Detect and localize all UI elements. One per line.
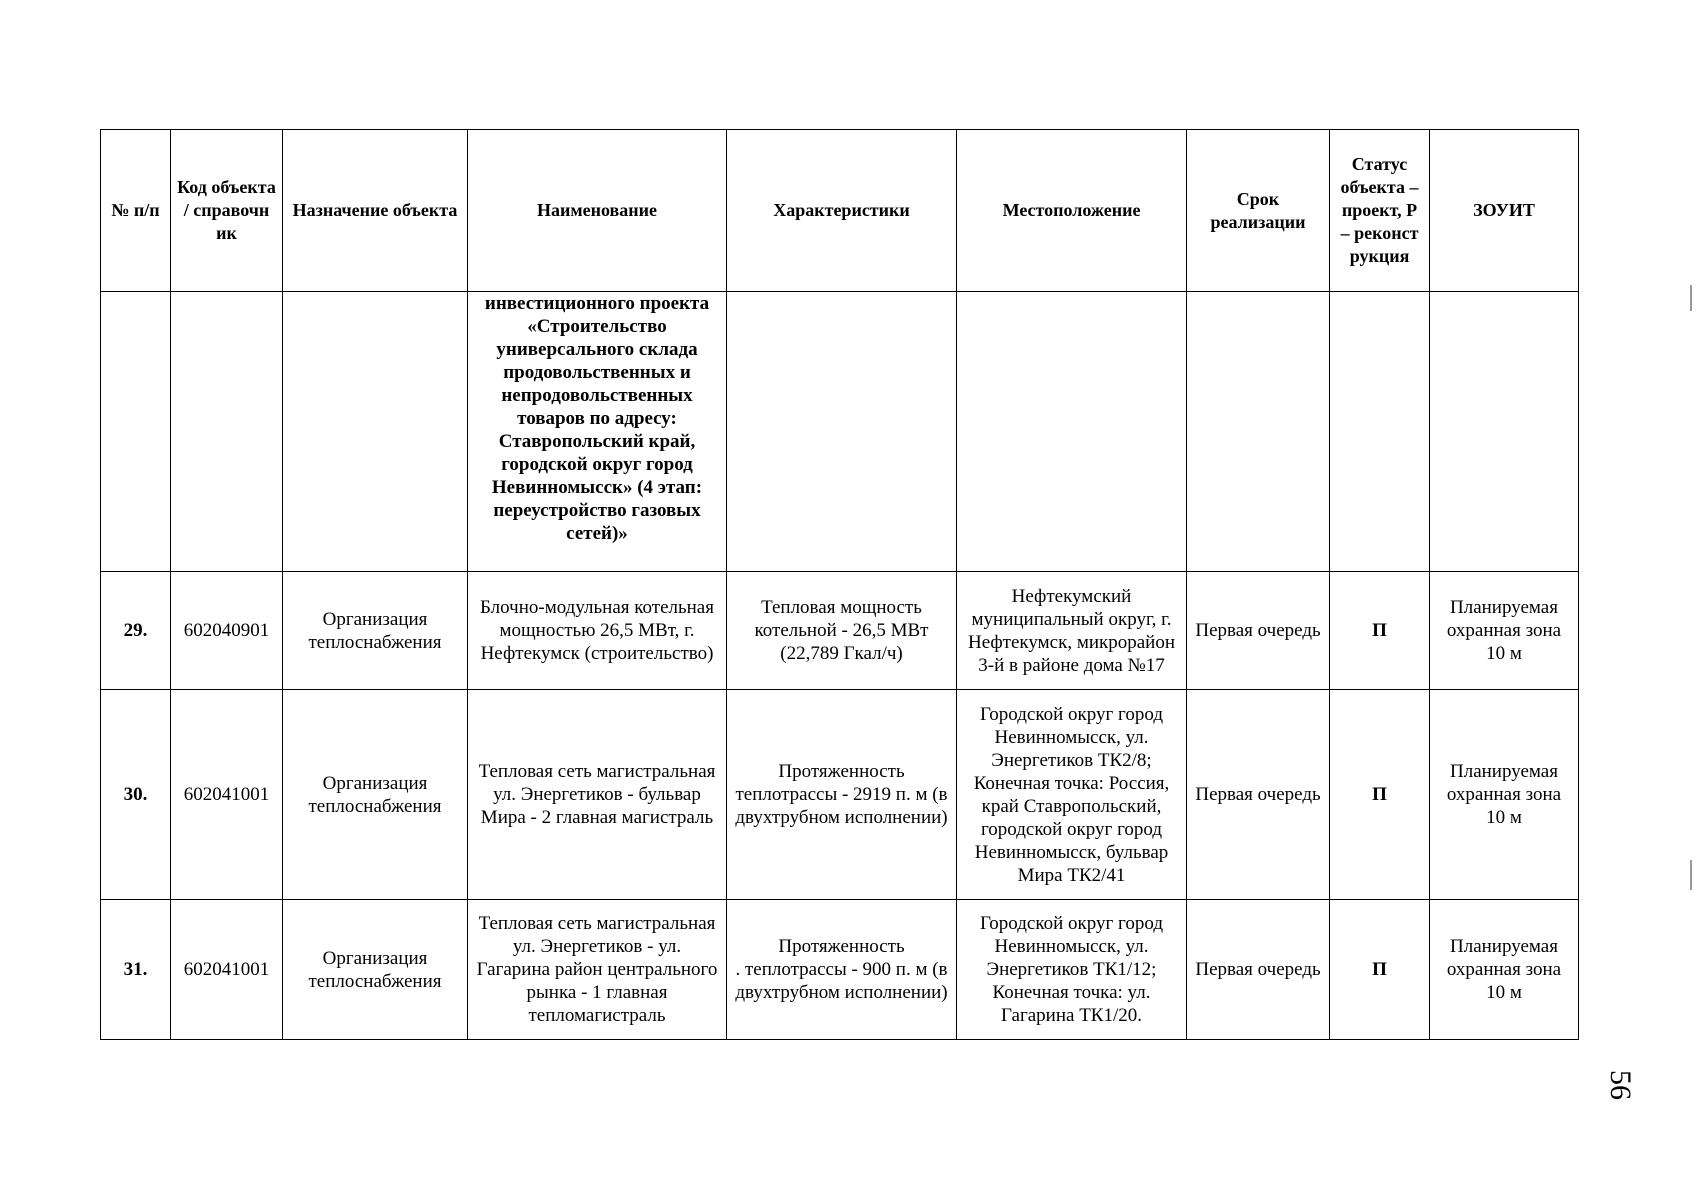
cell-location: Городской округ город Невинномысск, ул. Энергетиков ТК2/8; Конечная точка: Россия, край Ставропольский, городской округ город Невинномысск, бульвар Мира ТК2/41 [957,690,1187,900]
header-num: № п/п [101,130,171,292]
cell-code: 602041001 [171,690,283,900]
header-term: Срок реализации [1187,130,1330,292]
header-status: Статус объекта – проект, Р – реконст рукция [1330,130,1430,292]
header-characteristics: Характеристики [727,130,957,292]
cell-empty [171,292,283,572]
cell-purpose: Организация теплоснабжения [283,572,468,690]
table-row [101,690,1579,900]
cell-zouit: Планируемая охранная зона 10 м [1430,900,1579,1040]
cell-purpose: Организация теплоснабжения [283,690,468,900]
header-location: Местоположение [957,130,1187,292]
cell-empty [1330,292,1430,572]
cell-zouit: Планируемая охранная зона 10 м [1430,690,1579,900]
cell-status: П [1330,572,1430,690]
cell-code: 602040901 [171,572,283,690]
scan-edge-mark [1690,860,1692,890]
cell-status: П [1330,690,1430,900]
cell-num: 29. [101,572,171,690]
cell-name: Тепловая сеть магистральная ул. Энергетиков - бульвар Мира - 2 главная магистраль [468,690,727,900]
cell-location: Нефтекумский муниципальный округ, г. Нефтекумск, микрорайон 3-й в районе дома №17 [957,572,1187,690]
cell-empty [101,292,171,572]
cell-num: 31. [101,900,171,1040]
cell-term: Первая очередь [1187,690,1330,900]
table-row [101,900,1579,1040]
cell-code: 602041001 [171,900,283,1040]
cell-num: 30. [101,690,171,900]
cell-characteristics: Тепловая мощность котельной - 26,5 МВт (22,789 Гкал/ч) [727,572,957,690]
cell-purpose: Организация теплоснабжения [283,900,468,1040]
cell-name: Тепловая сеть магистральная ул. Энергетиков - ул. Гагарина район центрального рынка - 1 главная тепломагистраль [468,900,727,1040]
page-number: 56 [1604,1070,1637,1100]
header-zouit: ЗОУИТ [1430,130,1579,292]
cell-term: Первая очередь [1187,900,1330,1040]
table-header-row [101,130,1579,292]
cell-empty [1430,292,1579,572]
header-name: Наименование [468,130,727,292]
cell-empty [283,292,468,572]
header-code: Код объекта / справочн ик [171,130,283,292]
objects-table [100,129,1579,1040]
table-row [101,572,1579,690]
cell-name-continuation: инвестиционного проекта «Строительство универсального склада продовольственных и непродовольственных товаров по адресу: Ставропольский край, городской округ город Невинномысск» (4 этап: переустройство газовых сетей)» [468,292,727,572]
cell-characteristics: Протяженность теплотрассы - 2919 п. м (в двухтрубном исполнении) [727,690,957,900]
cell-location: Городской округ город Невинномысск, ул. Энергетиков ТК1/12; Конечная точка: ул. Гагарина ТК1/20. [957,900,1187,1040]
cell-characteristics [727,900,957,1040]
cell-empty [957,292,1187,572]
characteristics-text: . теплотрассы - 900 п. м (в двухтрубном исполнении) [735,959,948,1003]
header-purpose: Назначение объекта [283,130,468,292]
cell-name: Блочно-модульная котельная мощностью 26,5 МВт, г. Нефтекумск (строительство) [468,572,727,690]
characteristics-prefix: Протяженность [778,936,905,957]
scan-edge-mark [1690,285,1692,311]
table-row-continuation [101,292,1579,572]
cell-empty [1187,292,1330,572]
cell-zouit: Планируемая охранная зона 10 м [1430,572,1579,690]
cell-empty [727,292,957,572]
cell-status: П [1330,900,1430,1040]
cell-term: Первая очередь [1187,572,1330,690]
